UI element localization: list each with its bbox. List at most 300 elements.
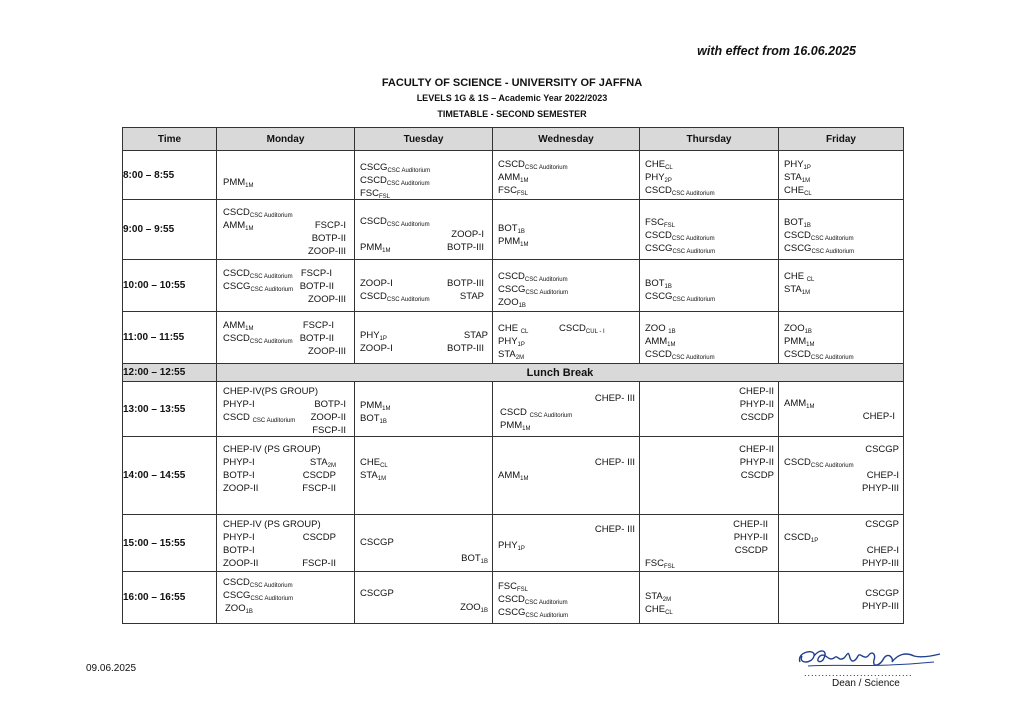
course-entry xyxy=(559,322,605,335)
course-code: CSCG xyxy=(498,607,526,618)
course-code: BOT xyxy=(461,553,481,564)
course-code: FSC xyxy=(645,558,664,569)
course-code: CSCD xyxy=(645,230,672,241)
course-venue-subscript: CSC Auditorium xyxy=(672,249,716,255)
course-entry xyxy=(223,411,295,424)
course-entry xyxy=(645,322,676,335)
course-entry xyxy=(739,385,774,398)
course-entry xyxy=(223,385,318,398)
course-venue-subscript: CSC Auditorium xyxy=(249,274,293,280)
course-code: CSCD xyxy=(223,207,250,218)
course-entry xyxy=(498,469,529,482)
course-venue-subscript: 2M xyxy=(327,463,336,469)
course-code: FSCP-II xyxy=(302,483,336,494)
signature-line: ............................... xyxy=(804,668,913,678)
course-entry xyxy=(360,587,394,600)
course-code: PHY xyxy=(498,540,518,551)
course-code: CHEP-I xyxy=(866,470,899,481)
course-entry xyxy=(223,557,258,570)
course-venue-subscript: CSC Auditorium xyxy=(671,236,715,242)
course-entry xyxy=(498,539,525,552)
course-entry xyxy=(223,544,255,557)
course-venue-subscript: CSC Auditorium xyxy=(810,463,854,469)
course-code: CHEP-II xyxy=(739,444,774,455)
course-entry xyxy=(498,222,525,235)
course-code: BOTP-III xyxy=(447,242,484,253)
course-venue-subscript: CSC Auditorium xyxy=(810,355,854,361)
course-venue-subscript: 1B xyxy=(480,608,488,614)
course-venue-subscript: CSC Auditorium xyxy=(525,290,569,296)
cell-wednesday xyxy=(493,260,640,312)
course-entry xyxy=(447,277,484,290)
course-entry xyxy=(784,322,812,335)
course-venue-subscript: 1P xyxy=(517,342,525,348)
cell-wednesday xyxy=(493,572,640,624)
course-code: ZOOP-II xyxy=(223,483,259,494)
course-code: PMM xyxy=(498,236,521,247)
course-venue-subscript: CSC Auditorium xyxy=(249,583,293,589)
course-code: FSC xyxy=(498,581,517,592)
course-entry xyxy=(223,219,254,232)
col-header-thursday: Thursday xyxy=(640,128,779,151)
course-entry xyxy=(735,544,768,557)
time-slot-label: 10:00 – 10:55 xyxy=(123,260,217,312)
timeslot-row xyxy=(123,515,904,572)
cell-monday xyxy=(217,572,355,624)
course-venue-subscript: 1M xyxy=(245,226,254,232)
course-code: PHYP-I xyxy=(223,457,255,468)
course-code: BOTP-III xyxy=(447,343,484,354)
course-entry xyxy=(741,469,774,482)
course-entry xyxy=(360,161,430,174)
course-entry xyxy=(360,469,386,482)
course-code: CSCGP xyxy=(865,444,899,455)
cell-wednesday xyxy=(493,382,640,437)
course-entry xyxy=(862,557,899,570)
course-entry xyxy=(645,229,715,242)
timetable-subtitle: TIMETABLE - SECOND SEMESTER xyxy=(437,109,587,119)
course-venue-subscript: CSC Auditorium xyxy=(252,418,296,424)
course-code: AMM xyxy=(645,336,668,347)
course-venue-subscript: CL xyxy=(665,165,673,171)
course-code: CHEP-IV (PS GROUP) xyxy=(223,519,321,530)
course-code: CSCG xyxy=(645,291,673,302)
course-code: PMM xyxy=(784,336,807,347)
course-code: CSCD xyxy=(784,457,811,468)
course-entry xyxy=(865,443,899,456)
course-venue-subscript: CSC Auditorium xyxy=(671,191,715,197)
cell-wednesday xyxy=(493,437,640,515)
course-code: BOTP-I xyxy=(223,470,255,481)
course-entry xyxy=(784,184,812,197)
course-code: ZOO xyxy=(498,297,519,308)
course-entry xyxy=(498,184,528,197)
course-entry xyxy=(865,587,899,600)
course-venue-subscript: CL xyxy=(665,610,673,616)
course-code: CSCD xyxy=(223,412,253,423)
course-venue-subscript: CL xyxy=(804,191,812,197)
cell-thursday xyxy=(640,260,779,312)
course-code: PHYP-I xyxy=(223,399,255,410)
course-venue-subscript: CSC Auditorium xyxy=(250,596,294,602)
course-venue-subscript: CSC Auditorium xyxy=(810,236,854,242)
course-entry xyxy=(498,322,528,335)
course-entry xyxy=(360,536,394,549)
cell-thursday xyxy=(640,572,779,624)
course-code: BOTP-III xyxy=(447,278,484,289)
cell-thursday xyxy=(640,515,779,572)
course-entry xyxy=(223,456,255,469)
course-venue-subscript: CSC Auditorium xyxy=(524,165,568,171)
course-venue-subscript: CL xyxy=(806,277,815,283)
course-entry xyxy=(645,158,673,171)
course-entry xyxy=(498,171,529,184)
course-venue-subscript: CSC Auditorium xyxy=(386,181,430,187)
course-venue-subscript: CSC Auditorium xyxy=(811,249,855,255)
course-venue-subscript: 2M xyxy=(662,597,672,603)
cell-friday xyxy=(779,200,904,260)
course-code: CHE xyxy=(645,604,666,615)
course-code: PMM xyxy=(360,242,383,253)
course-entry xyxy=(300,332,334,345)
course-entry xyxy=(784,158,811,171)
course-code: CSCG xyxy=(645,243,673,254)
course-entry xyxy=(447,241,484,254)
col-header-monday: Monday xyxy=(217,128,355,151)
course-entry xyxy=(303,531,336,544)
course-code: CHEP-I xyxy=(862,411,895,422)
course-code: CHEP-IV (PS GROUP) xyxy=(223,444,321,455)
course-code: PMM xyxy=(360,400,383,411)
course-entry xyxy=(734,531,768,544)
course-venue-subscript: 1B xyxy=(664,284,672,290)
course-code: CSCD xyxy=(784,349,811,360)
course-code: PHYP-I xyxy=(223,532,255,543)
course-entry xyxy=(308,345,346,358)
course-entry xyxy=(784,456,854,469)
col-header-tuesday: Tuesday xyxy=(355,128,493,151)
course-code: ZOOP-I xyxy=(360,343,393,354)
course-entry xyxy=(645,590,671,603)
course-venue-subscript: CSC Auditorium xyxy=(525,613,569,619)
course-code: CHEP- III xyxy=(594,524,635,535)
cell-thursday xyxy=(640,437,779,515)
course-venue-subscript: 1P xyxy=(379,336,387,342)
time-slot-label: 16:00 – 16:55 xyxy=(123,572,217,624)
course-code: ZOO xyxy=(645,323,669,334)
course-venue-subscript: CSC Auditorium xyxy=(386,297,430,303)
course-code: STA xyxy=(498,349,516,360)
cell-friday xyxy=(779,260,904,312)
timetable xyxy=(122,127,904,624)
course-venue-subscript: 1M xyxy=(377,476,387,482)
course-code: BOTP-II xyxy=(299,281,334,292)
lunch-row xyxy=(123,364,904,382)
course-code: CSCDP xyxy=(734,545,768,556)
course-entry xyxy=(223,469,255,482)
cell-friday xyxy=(779,151,904,200)
course-entry xyxy=(498,283,568,296)
course-venue-subscript: 1B xyxy=(480,559,488,565)
cell-friday xyxy=(779,382,904,437)
course-code: ZOO xyxy=(784,323,805,334)
course-code: FSCP-I xyxy=(302,320,334,331)
course-code: BOT xyxy=(498,223,518,234)
course-venue-subscript: FSL xyxy=(664,564,676,570)
course-code: CSCDP xyxy=(302,470,336,481)
course-entry xyxy=(498,235,529,248)
course-code: CHEP-II xyxy=(739,386,774,397)
cell-friday xyxy=(779,572,904,624)
cell-tuesday xyxy=(355,260,493,312)
course-venue-subscript: 1B xyxy=(379,419,387,425)
cell-tuesday xyxy=(355,572,493,624)
course-code: FSCP-I xyxy=(314,220,346,231)
course-code: CSCD xyxy=(498,594,525,605)
course-code: CHEP- III xyxy=(594,393,635,404)
course-venue-subscript: 1B xyxy=(804,329,812,335)
course-entry xyxy=(595,456,635,469)
course-entry xyxy=(645,184,715,197)
course-code: ZOOP-III xyxy=(308,346,346,357)
course-entry xyxy=(223,267,293,280)
course-entry xyxy=(223,332,293,345)
course-code: CSCDP xyxy=(740,470,774,481)
course-code: PHYP-II xyxy=(739,399,774,410)
cell-monday xyxy=(217,151,355,200)
course-entry xyxy=(360,174,430,187)
course-entry xyxy=(498,158,568,171)
course-venue-subscript: 1P xyxy=(803,165,811,171)
course-entry xyxy=(312,424,346,437)
course-code: PHY xyxy=(498,336,518,347)
course-entry xyxy=(223,319,254,332)
course-entry xyxy=(741,411,774,424)
course-code: BOT xyxy=(360,413,380,424)
timeslot-row xyxy=(123,260,904,312)
course-venue-subscript: 1M xyxy=(801,290,811,296)
course-venue-subscript: CSC Auditorium xyxy=(524,600,568,606)
cell-tuesday xyxy=(355,515,493,572)
course-entry xyxy=(784,270,814,283)
cell-monday xyxy=(217,200,355,260)
course-entry xyxy=(302,557,336,570)
course-code: CSCDP xyxy=(740,412,774,423)
cell-monday xyxy=(217,515,355,572)
course-entry xyxy=(784,348,854,361)
levels-subtitle: LEVELS 1G & 1S – Academic Year 2022/2023 xyxy=(416,93,608,103)
course-venue-subscript: 1M xyxy=(520,178,529,184)
course-venue-subscript: CSC Auditorium xyxy=(386,222,430,228)
course-entry xyxy=(865,518,899,531)
cell-friday xyxy=(779,515,904,572)
course-code: BOT xyxy=(784,217,804,228)
cell-tuesday xyxy=(355,151,493,200)
course-venue-subscript: 1B xyxy=(245,609,253,615)
course-venue-subscript: FSL xyxy=(517,191,529,197)
course-code: ZOO xyxy=(225,603,246,614)
course-entry xyxy=(784,171,810,184)
time-slot-label: 14:00 – 14:55 xyxy=(123,437,217,515)
course-code: CSCG xyxy=(784,243,812,254)
course-entry xyxy=(460,601,488,614)
cell-monday xyxy=(217,260,355,312)
course-entry xyxy=(645,603,673,616)
time-slot-label: 15:00 – 15:55 xyxy=(123,515,217,572)
course-entry xyxy=(360,456,388,469)
course-entry xyxy=(862,482,899,495)
course-code: CSCD xyxy=(645,185,672,196)
course-venue-subscript: 1B xyxy=(517,229,525,235)
course-code: FSCP-II xyxy=(302,558,336,569)
course-code: CHE xyxy=(360,457,381,468)
course-code: BOTP-II xyxy=(299,333,334,344)
course-venue-subscript: CSC Auditorium xyxy=(387,168,431,174)
course-code: STAP xyxy=(459,291,484,302)
course-venue-subscript: CL xyxy=(380,463,388,469)
course-entry xyxy=(360,241,391,254)
course-code: CSCD xyxy=(360,175,387,186)
course-entry xyxy=(360,412,387,425)
cell-tuesday xyxy=(355,437,493,515)
faculty-title: FACULTY OF SCIENCE - UNIVERSITY OF JAFFNA xyxy=(381,77,643,89)
course-entry xyxy=(740,398,774,411)
course-venue-subscript: 1M xyxy=(667,342,676,348)
course-venue-subscript: 1M xyxy=(245,183,254,189)
course-code: AMM xyxy=(223,220,246,231)
course-entry xyxy=(451,228,484,241)
course-entry xyxy=(464,329,488,342)
course-venue-subscript: 1B xyxy=(668,329,676,335)
course-entry xyxy=(500,406,572,419)
course-entry xyxy=(498,580,528,593)
cell-monday xyxy=(217,437,355,515)
course-venue-subscript: CL xyxy=(520,329,529,335)
course-entry xyxy=(312,232,346,245)
course-code: CHEP-IV(PS GROUP) xyxy=(223,386,319,397)
course-entry xyxy=(360,342,393,355)
course-entry xyxy=(360,399,391,412)
course-entry xyxy=(360,277,393,290)
time-slot-label: 8:00 – 8:55 xyxy=(123,151,217,200)
course-code: ZOOP-I xyxy=(451,229,484,240)
course-entry xyxy=(300,280,334,293)
course-venue-subscript: 1M xyxy=(382,406,391,412)
course-venue-subscript: 1P xyxy=(810,538,819,544)
lunch-break-label: Lunch Break xyxy=(217,364,904,382)
course-venue-subscript: FSL xyxy=(664,223,676,229)
course-entry xyxy=(595,392,635,405)
course-code: CSCDP xyxy=(302,532,336,543)
cell-wednesday xyxy=(493,515,640,572)
course-entry xyxy=(784,242,854,255)
course-code: CSCGP xyxy=(865,519,899,530)
course-code: CSCD xyxy=(360,291,387,302)
course-entry xyxy=(645,171,672,184)
course-code: STAP xyxy=(463,330,488,341)
course-venue-subscript: 1M xyxy=(806,342,815,348)
course-entry xyxy=(739,443,774,456)
course-code: CSCD xyxy=(223,333,250,344)
course-entry xyxy=(498,348,524,361)
course-venue-subscript: CSC Auditorium xyxy=(524,277,568,283)
course-entry xyxy=(867,469,899,482)
time-slot-label: 13:00 – 13:55 xyxy=(123,382,217,437)
course-code: AMM xyxy=(784,398,807,409)
course-code: FSCP-II xyxy=(312,425,346,436)
timeslot-row xyxy=(123,151,904,200)
course-code: FSCP-I xyxy=(300,268,332,279)
course-entry xyxy=(360,290,430,303)
col-header-friday: Friday xyxy=(779,128,904,151)
course-venue-subscript: 1M xyxy=(801,178,811,184)
timeslot-row xyxy=(123,437,904,515)
col-header-time: Time xyxy=(123,128,217,151)
course-venue-subscript: 1M xyxy=(806,404,815,410)
course-venue-subscript: 1M xyxy=(245,326,254,332)
course-code: PHY xyxy=(784,159,804,170)
course-entry xyxy=(460,290,484,303)
timetable-header-row xyxy=(123,128,904,151)
course-code: CSCG xyxy=(223,281,251,292)
course-entry xyxy=(223,482,258,495)
course-code: CSCG xyxy=(223,590,251,601)
course-code: CSCGP xyxy=(360,537,394,548)
course-entry xyxy=(301,267,332,280)
timeslot-row xyxy=(123,312,904,364)
course-entry xyxy=(645,335,676,348)
course-code: CSCD xyxy=(498,271,525,282)
course-code: CHEP-I xyxy=(866,545,899,556)
course-entry xyxy=(308,293,346,306)
course-code: CSCD xyxy=(223,268,250,279)
time-slot-label: 12:00 – 12:55 xyxy=(123,364,217,382)
course-entry xyxy=(223,576,293,589)
course-code: BOTP-II xyxy=(311,233,346,244)
cell-tuesday xyxy=(355,312,493,364)
course-entry xyxy=(645,277,672,290)
course-venue-subscript: CSC Auditorium xyxy=(529,413,573,419)
course-code: CSCGP xyxy=(360,588,394,599)
course-entry xyxy=(645,242,715,255)
course-code: PHYP-III xyxy=(862,601,899,612)
course-entry xyxy=(311,411,346,424)
course-entry xyxy=(310,456,336,469)
course-entry xyxy=(314,398,346,411)
course-venue-subscript: 1B xyxy=(803,223,811,229)
cell-thursday xyxy=(640,151,779,200)
course-entry xyxy=(645,290,715,303)
cell-monday xyxy=(217,382,355,437)
course-code: ZOO xyxy=(460,602,481,613)
course-code: FSC xyxy=(360,188,379,199)
timeslot-row xyxy=(123,200,904,260)
course-entry xyxy=(733,518,768,531)
course-code: STA xyxy=(360,470,378,481)
course-code: ZOOP-III xyxy=(308,294,346,305)
course-venue-subscript: FSL xyxy=(517,587,529,593)
course-venue-subscript: FSL xyxy=(379,194,391,200)
course-entry xyxy=(863,410,895,423)
course-code: CHE xyxy=(645,159,666,170)
cell-tuesday xyxy=(355,382,493,437)
course-code: PHYP-III xyxy=(862,483,899,494)
course-entry xyxy=(784,397,815,410)
course-entry xyxy=(303,469,336,482)
course-entry xyxy=(740,456,774,469)
course-entry xyxy=(223,176,254,189)
course-entry xyxy=(223,443,321,456)
